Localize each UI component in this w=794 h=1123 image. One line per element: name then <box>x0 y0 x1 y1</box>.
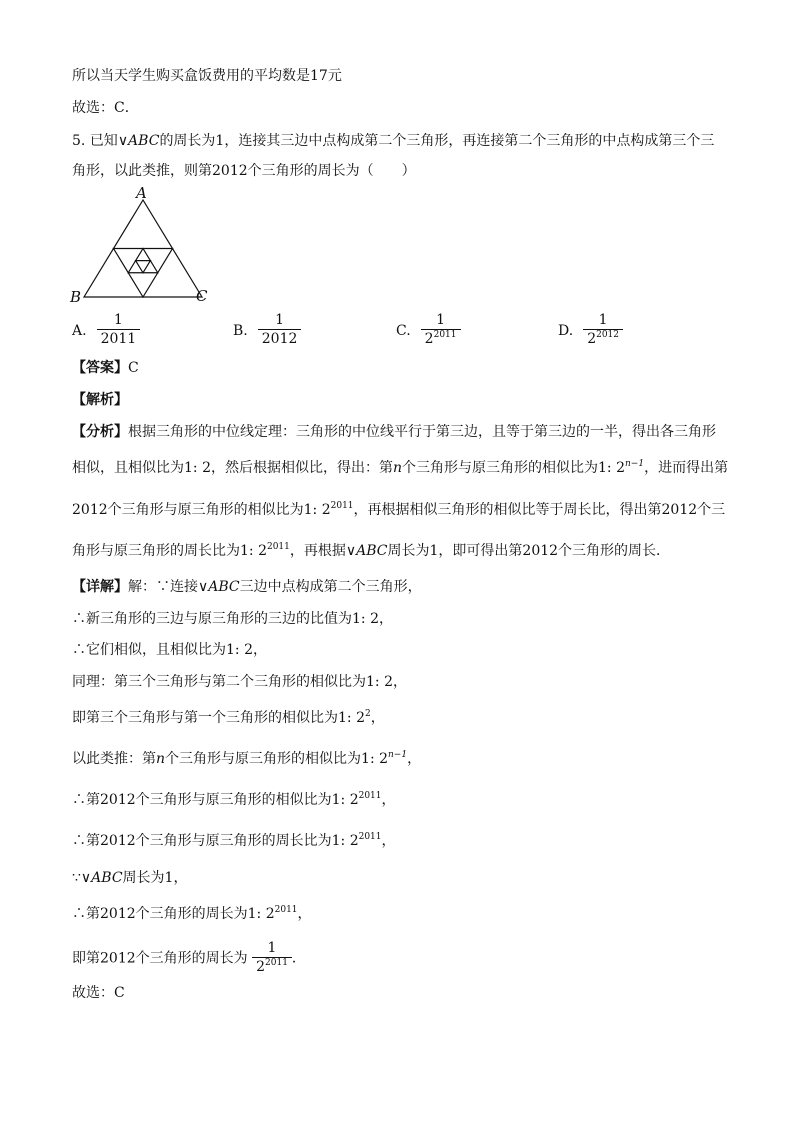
detail-line: 即第2012个三角形的周长为 $\frac{1}{2^{2011}}$ ． <box>72 940 306 975</box>
detail-line: ∴第2012个三角形与原三角形的周长比为1: $2^{2011}$， <box>72 832 396 849</box>
triangle-symbol: ∨ABC <box>117 133 160 149</box>
option-b: B. $\frac{1}{2012}$ <box>233 312 301 349</box>
detail-line: 【详解】解：∵连接∨ABC三边中点构成第二个三角形， <box>72 579 422 595</box>
detail-line: 即第三个三角形与第一个三角形的相似比为1: $2^2$， <box>72 709 385 726</box>
analysis-line: 【分析】根据三角形的中位线定理：三角形的中位线平行于第三边，且等于第三边的一半，得出各三角形 <box>72 424 716 440</box>
question-line: 5. 已知∨ABC的周长为1，连接其三边中点构成第二个三角形，再连接第二个三角形的中点构成第三个三 <box>72 133 715 149</box>
option-c: C. $\frac{1}{2^{2011}}$ <box>396 312 461 349</box>
analysis-line: 角形与原三角形的周长比为1: $2^{2011}$，再根据∨ABC周长为1，即可得出第2012个三角形的周长． <box>72 542 671 559</box>
detail-heading: 【详解】 <box>72 579 128 595</box>
analysis-line: 相似，且相似比为1: 2，然后根据相似比，得出：第n个三角形与原三角形的相似比为1: $2^{n-1}$，进而得出第 <box>72 459 729 476</box>
vertex-label-c: C <box>196 287 208 305</box>
detail-line: ∵∨ABC周长为1， <box>72 870 188 886</box>
detail-line: ∴它们相似，且相似比为1: 2， <box>72 642 267 658</box>
vertex-label-a: A <box>136 184 147 202</box>
detail-line: ∴第2012个三角形与原三角形的相似比为1: $2^{2011}$， <box>72 791 396 808</box>
detail-line: 故选：C <box>72 985 125 1001</box>
text-line: 所以当天学生购买盒饭费用的平均数是17元 <box>72 68 342 84</box>
vertex-label-b: B <box>70 288 82 306</box>
detail-line: 同理：第三个三角形与第二个三角形的相似比为1: 2， <box>72 674 407 690</box>
analysis-heading: 【分析】 <box>72 424 128 440</box>
text-line: 故选：C． <box>72 100 139 116</box>
fraction: $\frac{1}{2^{2011}}$ <box>252 940 292 977</box>
nested-triangles-figure <box>66 184 216 308</box>
question-line: 角形，以此类推，则第2012个三角形的周长为（ ） <box>72 163 416 179</box>
answer-heading: 【答案】 <box>72 360 128 376</box>
answer-value: C <box>128 360 139 376</box>
question-number: 5. <box>72 133 86 149</box>
option-d: D. $\frac{1}{2^{2012}}$ <box>558 312 623 349</box>
detail-line: ∴第2012个三角形的周长为1: $2^{2011}$， <box>72 905 312 922</box>
detail-line: ∴新三角形的三边与原三角形的三边的比值为1: 2， <box>72 611 393 627</box>
analysis-line: 2012个三角形与原三角形的相似比为1: $2^{2011}$，再根据相似三角形的相似比等于周长比，得出第2012个三 <box>72 501 726 518</box>
detail-line: 以此类推：第n个三角形与原三角形的相似比为1: $2^{n-1}$， <box>72 750 422 767</box>
jiexi-heading: 【解析】 <box>72 392 128 408</box>
answer-line <box>72 358 139 378</box>
triangle-4 <box>136 261 151 273</box>
option-a: A. $\frac{1}{2011}$ <box>72 312 140 349</box>
